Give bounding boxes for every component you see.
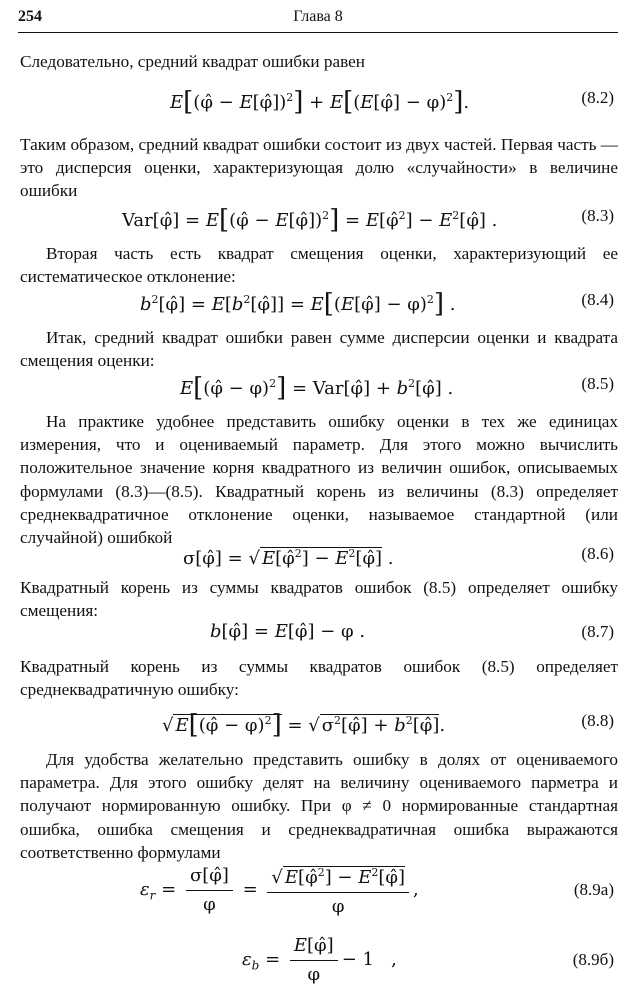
equation-number: (8.4) xyxy=(581,290,614,309)
paragraph-2: Таким образом, средний квадрат ошибки состоит из двух частей. Первая часть — это дисперсия оценки, характеризующая долю «случайности» в величине ошибки xyxy=(20,135,618,201)
paragraph-5: На практике удобнее представить ошибку оценки в тех же единицах измерения, что и оцениваемый параметр. Для этого можно вычислить положительное значение корня квадратного из величин ошибок, описываемых формулами (8.3)—(8.5). Квадратный корень из величины (8.3) определяет среднеквадратичное отклонение оценки, называемое стандартной (или случайной) ошибкой xyxy=(20,412,618,548)
equation-number: (8.7) xyxy=(581,622,614,641)
page-number: 254 xyxy=(18,8,42,25)
equation-body: b[φ̂] = E[φ̂] − φ . xyxy=(210,621,366,642)
equation-number: (8.3) xyxy=(581,206,614,225)
equation-8-4 xyxy=(0,284,636,318)
header-rule xyxy=(18,32,618,33)
equation-8-7 xyxy=(0,616,636,650)
equation-number: (8.8) xyxy=(581,711,614,730)
equation-number: (8.5) xyxy=(581,374,614,393)
equation-number: (8.2) xyxy=(581,88,614,107)
equation-body: Var[φ̂] = E[(φ̂ − E[φ̂])$^2$] = E[φ̂$^2$] − $E^2[\varphî]$ . xyxy=(122,205,498,235)
equation-number: (8.9а) xyxy=(573,880,614,899)
running-header xyxy=(18,8,618,30)
paragraph-1: Следовательно, средний квадрат ошибки равен xyxy=(20,52,365,71)
equation-8-9b xyxy=(0,930,636,990)
paragraph-8: Для удобства желательно представить ошибку в долях от оцениваемого параметра. Для этого ошибку делят на величину оцениваемого парметра и получают нормированную ошибку. При φ ≠ 0 нормированные стандартная ошибка, ошибка смещения и среднеквадратичная ошибка выражаются соответственно формулами xyxy=(20,750,618,862)
equation-8-9a xyxy=(0,860,636,920)
paragraph-3: Вторая часть есть квадрат смещения оценки, характеризующий ее систематическое отклонение: xyxy=(20,244,618,287)
chapter-title: Глава 8 xyxy=(293,8,343,25)
paragraph-7: Квадратный корень из суммы квадратов ошибок (8.5) определяет среднеквадратичную ошибку: xyxy=(20,657,618,700)
equation-number: (8.6) xyxy=(581,544,614,563)
equation-body: E[(φ̂ − E[φ̂])$^2$] + E[(E[φ̂] − φ)$^2$]. xyxy=(170,87,470,117)
paragraph-4: Итак, средний квадрат ошибки равен сумме дисперсии оценки и квадрата смещения оценки: xyxy=(20,328,618,371)
paragraph-6: Квадратный корень из суммы квадратов ошибок (8.5) определяет ошибку смещения: xyxy=(20,578,618,621)
equation-8-3 xyxy=(0,200,636,234)
equation-body: $\varepsilon_r$ = $\frac{\sigma[\varphî]}{\varphi}$ = $\frac{√ E[\varphî^2] - E^2[\varphî]}{\varphi}$ , xyxy=(140,860,419,926)
equation-8-8 xyxy=(0,705,636,739)
equation-body: $\varepsilon_b$ = $\frac{E[\varphî]}{\varphi}$ − 1 , xyxy=(242,934,397,985)
equation-body: √ E[(φ̂ − φ)$^2$] = √ $\sigma^2[\varphî]$ + $b^2[\varphî]$. xyxy=(162,710,446,740)
equation-body: σ[φ̂] = √ E[φ̂$^2$] − $E^2[\varphî]$ . xyxy=(183,547,394,569)
equation-8-5 xyxy=(0,368,636,402)
equation-8-6 xyxy=(0,538,636,572)
equation-body: $b^2[\varphî]$ = $E[b^2[\varphî]]$ = E[(E[φ̂] − φ)$^2$] . xyxy=(140,289,456,319)
equation-number: (8.9б) xyxy=(572,950,614,969)
equation-8-2 xyxy=(0,82,636,116)
equation-body: E[(φ̂ − φ)$^2$] = Var[φ̂] + $b^2[\varphî]$ . xyxy=(180,373,454,403)
